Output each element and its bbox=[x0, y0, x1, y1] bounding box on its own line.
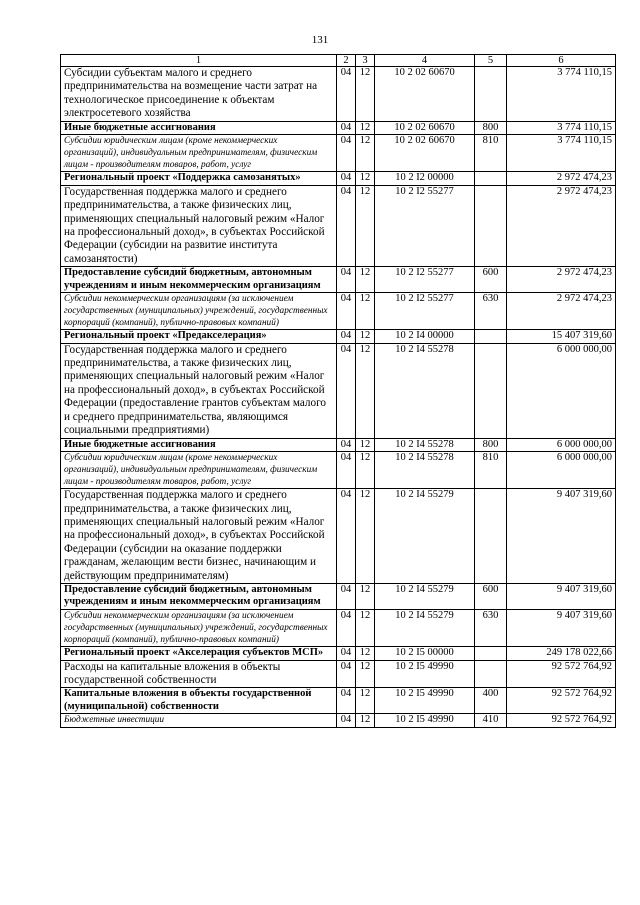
expense-type-code bbox=[475, 330, 507, 343]
section-code: 04 bbox=[337, 67, 356, 122]
section-code: 04 bbox=[337, 714, 356, 727]
header-cell: 4 bbox=[375, 55, 475, 67]
item-name: Предоставление субсидий бюджетным, автономным учреждениям и иным некоммерческим организациям bbox=[61, 267, 337, 293]
subsection-code: 12 bbox=[356, 451, 375, 488]
target-article-code: 10 2 02 60670 bbox=[375, 121, 475, 134]
item-name: Региональный проект «Акселерация субъектов МСП» bbox=[61, 647, 337, 660]
amount: 2 972 474,23 bbox=[507, 172, 616, 185]
section-code: 04 bbox=[337, 330, 356, 343]
header-cell: 2 bbox=[337, 55, 356, 67]
section-code: 04 bbox=[337, 660, 356, 688]
item-name: Региональный проект «Предакселерация» bbox=[61, 330, 337, 343]
expense-type-code: 600 bbox=[475, 267, 507, 293]
target-article-code: 10 2 I4 55279 bbox=[375, 489, 475, 584]
amount: 2 972 474,23 bbox=[507, 185, 616, 266]
amount: 6 000 000,00 bbox=[507, 343, 616, 438]
table-row bbox=[61, 660, 616, 688]
amount: 15 407 319,60 bbox=[507, 330, 616, 343]
subsection-code: 12 bbox=[356, 584, 375, 610]
target-article-code: 10 2 I4 55279 bbox=[375, 584, 475, 610]
subsection-code: 12 bbox=[356, 267, 375, 293]
table-row bbox=[61, 489, 616, 584]
amount: 6 000 000,00 bbox=[507, 438, 616, 451]
subsection-code: 12 bbox=[356, 330, 375, 343]
section-code: 04 bbox=[337, 267, 356, 293]
table-row bbox=[61, 609, 616, 646]
target-article-code: 10 2 I5 49990 bbox=[375, 660, 475, 688]
header-cell: 1 bbox=[61, 55, 337, 67]
expense-type-code: 400 bbox=[475, 688, 507, 714]
table-row bbox=[61, 135, 616, 172]
amount: 3 774 110,15 bbox=[507, 121, 616, 134]
item-name: Субсидии юридическим лицам (кроме некоммерческих организаций), индивидуальным предпринимателям, физическим лицам - производителям товаров, работ, услуг bbox=[61, 451, 337, 488]
table-row bbox=[61, 584, 616, 610]
target-article-code: 10 2 I2 55277 bbox=[375, 185, 475, 266]
target-article-code: 10 2 02 60670 bbox=[375, 67, 475, 122]
expense-type-code: 800 bbox=[475, 438, 507, 451]
table-row bbox=[61, 647, 616, 660]
table-row bbox=[61, 688, 616, 714]
page-number: 131 bbox=[311, 34, 329, 46]
expense-type-code: 410 bbox=[475, 714, 507, 727]
expense-type-code bbox=[475, 343, 507, 438]
subsection-code: 12 bbox=[356, 438, 375, 451]
amount: 2 972 474,23 bbox=[507, 267, 616, 293]
amount: 3 774 110,15 bbox=[507, 67, 616, 122]
section-code: 04 bbox=[337, 609, 356, 646]
amount: 92 572 764,92 bbox=[507, 660, 616, 688]
subsection-code: 12 bbox=[356, 489, 375, 584]
header-cell: 3 bbox=[356, 55, 375, 67]
table-row bbox=[61, 67, 616, 122]
target-article-code: 10 2 I4 55279 bbox=[375, 609, 475, 646]
subsection-code: 12 bbox=[356, 292, 375, 329]
expense-type-code: 810 bbox=[475, 451, 507, 488]
target-article-code: 10 2 I2 55277 bbox=[375, 267, 475, 293]
item-name: Расходы на капитальные вложения в объекты государственной собственности bbox=[61, 660, 337, 688]
subsection-code: 12 bbox=[356, 609, 375, 646]
target-article-code: 10 2 I2 55277 bbox=[375, 292, 475, 329]
section-code: 04 bbox=[337, 185, 356, 266]
target-article-code: 10 2 I4 55278 bbox=[375, 343, 475, 438]
target-article-code: 10 2 I5 49990 bbox=[375, 688, 475, 714]
amount: 6 000 000,00 bbox=[507, 451, 616, 488]
target-article-code: 10 2 I4 55278 bbox=[375, 438, 475, 451]
item-name: Бюджетные инвестиции bbox=[61, 714, 337, 727]
expense-type-code bbox=[475, 647, 507, 660]
table-row bbox=[61, 714, 616, 727]
section-code: 04 bbox=[337, 292, 356, 329]
section-code: 04 bbox=[337, 489, 356, 584]
section-code: 04 bbox=[337, 121, 356, 134]
table-row bbox=[61, 121, 616, 134]
amount: 9 407 319,60 bbox=[507, 609, 616, 646]
table-row bbox=[61, 267, 616, 293]
subsection-code: 12 bbox=[356, 185, 375, 266]
item-name: Субсидии некоммерческим организациям (за исключением государственных (муниципальных) учреждений, государственных корпораций (компаний), публично-правовых компаний) bbox=[61, 609, 337, 646]
amount: 92 572 764,92 bbox=[507, 688, 616, 714]
subsection-code: 12 bbox=[356, 688, 375, 714]
table-row bbox=[61, 185, 616, 266]
expense-type-code: 800 bbox=[475, 121, 507, 134]
subsection-code: 12 bbox=[356, 172, 375, 185]
expense-type-code: 810 bbox=[475, 135, 507, 172]
subsection-code: 12 bbox=[356, 121, 375, 134]
expense-type-code: 600 bbox=[475, 584, 507, 610]
expense-type-code bbox=[475, 489, 507, 584]
item-name: Государственная поддержка малого и среднего предпринимательства, а также физических лиц, применяющих специальный налоговый режим «Налог на профессиональный доход», в субъектах Российской Федерации (субсидии на оказание поддержки гражданам, желающим вести бизнес, начинающим и действующим предпринимателям) bbox=[61, 489, 337, 584]
item-name: Субсидии некоммерческим организациям (за исключением государственных (муниципальных) учреждений, государственных корпораций (компаний), публично-правовых компаний) bbox=[61, 292, 337, 329]
table-row bbox=[61, 343, 616, 438]
item-name: Иные бюджетные ассигнования bbox=[61, 438, 337, 451]
item-name: Государственная поддержка малого и среднего предпринимательства, а также физических лиц, применяющих специальный налоговый режим «Налог на профессиональный доход», в субъектах Российской Федерации (предоставление грантов субъектам малого и среднего предпринимательства, являющимся социальными предприятиями) bbox=[61, 343, 337, 438]
section-code: 04 bbox=[337, 688, 356, 714]
item-name: Капитальные вложения в объекты государственной (муниципальной) собственности bbox=[61, 688, 337, 714]
header-row bbox=[61, 55, 616, 67]
expense-type-code bbox=[475, 67, 507, 122]
item-name: Субсидии субъектам малого и среднего предпринимательства на возмещение части затрат на технологическое присоединение к объектам электросетевого хозяйства bbox=[61, 67, 337, 122]
item-name: Иные бюджетные ассигнования bbox=[61, 121, 337, 134]
expense-type-code: 630 bbox=[475, 292, 507, 329]
subsection-code: 12 bbox=[356, 135, 375, 172]
item-name: Государственная поддержка малого и среднего предпринимательства, а также физических лиц, применяющих специальный налоговый режим «Налог на профессиональный доход», в субъектах Российской Федерации (субсидии на развитие института самозанятости) bbox=[61, 185, 337, 266]
section-code: 04 bbox=[337, 451, 356, 488]
item-name: Предоставление субсидий бюджетным, автономным учреждениям и иным некоммерческим организациям bbox=[61, 584, 337, 610]
amount: 92 572 764,92 bbox=[507, 714, 616, 727]
section-code: 04 bbox=[337, 343, 356, 438]
header-cell: 6 bbox=[507, 55, 616, 67]
target-article-code: 10 2 I5 00000 bbox=[375, 647, 475, 660]
subsection-code: 12 bbox=[356, 647, 375, 660]
expense-type-code bbox=[475, 172, 507, 185]
budget-table bbox=[60, 54, 616, 728]
section-code: 04 bbox=[337, 647, 356, 660]
amount: 249 178 022,66 bbox=[507, 647, 616, 660]
amount: 9 407 319,60 bbox=[507, 489, 616, 584]
target-article-code: 10 2 I4 55278 bbox=[375, 451, 475, 488]
target-article-code: 10 2 02 60670 bbox=[375, 135, 475, 172]
table-row bbox=[61, 292, 616, 329]
amount: 3 774 110,15 bbox=[507, 135, 616, 172]
target-article-code: 10 2 I5 49990 bbox=[375, 714, 475, 727]
subsection-code: 12 bbox=[356, 714, 375, 727]
target-article-code: 10 2 I4 00000 bbox=[375, 330, 475, 343]
target-article-code: 10 2 I2 00000 bbox=[375, 172, 475, 185]
table-row bbox=[61, 172, 616, 185]
subsection-code: 12 bbox=[356, 660, 375, 688]
section-code: 04 bbox=[337, 135, 356, 172]
table-row bbox=[61, 330, 616, 343]
subsection-code: 12 bbox=[356, 67, 375, 122]
section-code: 04 bbox=[337, 584, 356, 610]
table-row bbox=[61, 451, 616, 488]
table-row bbox=[61, 438, 616, 451]
section-code: 04 bbox=[337, 172, 356, 185]
item-name: Субсидии юридическим лицам (кроме некоммерческих организаций), индивидуальным предпринимателям, физическим лицам - производителям товаров, работ, услуг bbox=[61, 135, 337, 172]
item-name: Региональный проект «Поддержка самозанятых» bbox=[61, 172, 337, 185]
amount: 9 407 319,60 bbox=[507, 584, 616, 610]
expense-type-code bbox=[475, 660, 507, 688]
section-code: 04 bbox=[337, 438, 356, 451]
header-cell: 5 bbox=[475, 55, 507, 67]
expense-type-code bbox=[475, 185, 507, 266]
amount: 2 972 474,23 bbox=[507, 292, 616, 329]
subsection-code: 12 bbox=[356, 343, 375, 438]
expense-type-code: 630 bbox=[475, 609, 507, 646]
